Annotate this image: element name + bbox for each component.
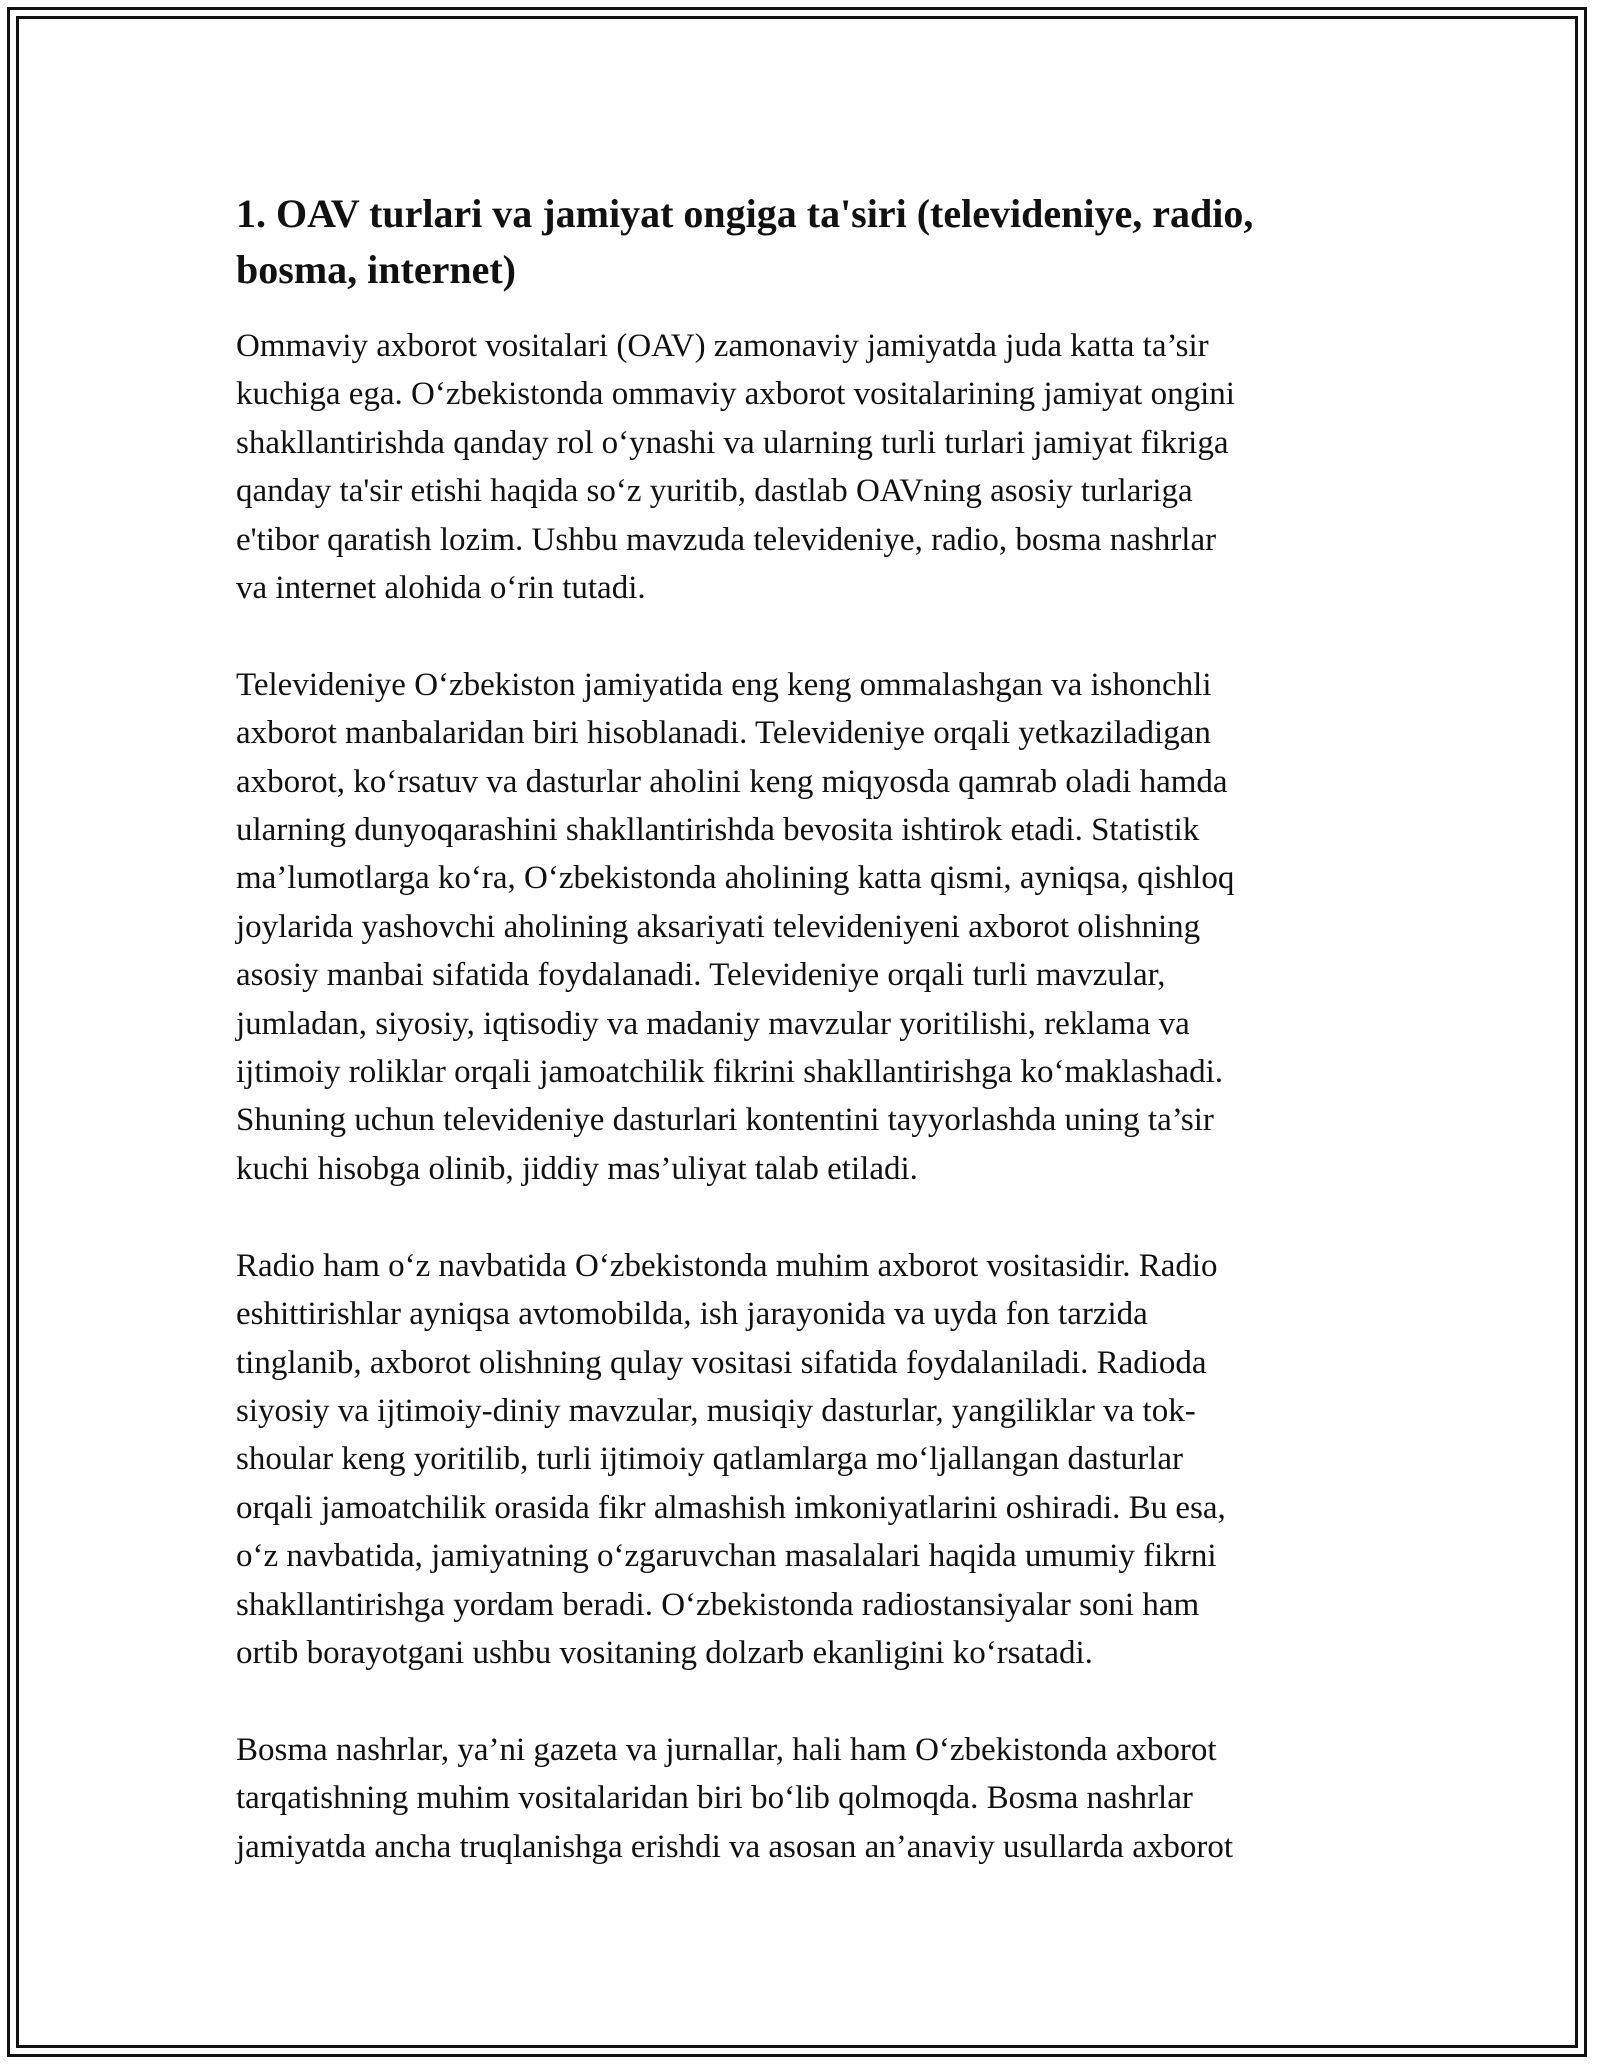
text-line: shakllantirishda qanday rol o‘ynashi va ularning turli turlari jamiyat fikriga — [236, 424, 1229, 461]
text-line: axborot, ko‘rsatuv va dasturlar aholini keng miqyosda qamrab oladi hamda — [236, 763, 1228, 800]
text-line: kuchi hisobga olinib, jiddiy mas’uliyat talab etiladi. — [236, 1150, 918, 1187]
text-line: Televideniye O‘zbekiston jamiyatida eng keng ommalashgan va ishonchli — [236, 666, 1212, 703]
paragraph-intro — [236, 322, 1366, 612]
text-line: kuchiga ega. O‘zbekistonda ommaviy axborot vositalarining jamiyat ongini — [236, 376, 1235, 413]
text-line: axborot manbalaridan biri hisoblanadi. Televideniye orqali yetkaziladigan — [236, 715, 1211, 752]
text-line: asosiy manbai sifatida foydalanadi. Televideniye orqali turli mavzular, — [236, 957, 1166, 994]
text-line: Ommaviy axborot vositalari (OAV) zamonaviy jamiyatda juda katta ta’sir — [236, 328, 1209, 364]
document-body — [236, 186, 1366, 1919]
text-line: orqali jamoatchilik orasida fikr almashish imkoniyatlarini oshiradi. Bu esa, — [236, 1489, 1226, 1526]
text-line: tinglanib, axborot olishning qulay vositasi sifatida foydalaniladi. Radioda — [236, 1344, 1207, 1381]
paragraph-television — [236, 661, 1366, 1193]
text-line: tarqatishning muhim vositalaridan biri bo‘lib qolmoqda. Bosma nashrlar — [236, 1780, 1193, 1817]
text-line: va internet alohida o‘rin tutadi. — [236, 570, 646, 607]
text-line: eshittirishlar ayniqsa avtomobilda, ish jarayonida va uyda fon tarzida — [236, 1296, 1148, 1333]
text-line: Shuning uchun televideniye dasturlari kontentini tayyorlashda uning ta’sir — [236, 1102, 1214, 1139]
text-line: ma’lumotlarga ko‘ra, O‘zbekistonda aholining katta qismi, ayniqsa, qishloq — [236, 860, 1235, 897]
text-line: ortib borayotgani ushbu vositaning dolzarb ekanligini ko‘rsatadi. — [236, 1634, 1093, 1671]
text-line: ularning dunyoqarashini shakllantirishda bevosita ishtirok etadi. Statistik — [236, 812, 1200, 849]
text-line: siyosiy va ijtimoiy-diniy mavzular, musiqiy dasturlar, yangiliklar va tok- — [236, 1392, 1196, 1429]
text-line: o‘z navbatida, jamiyatning o‘zgaruvchan masalalari haqida umumiy fikrni — [236, 1538, 1217, 1575]
text-line: qanday ta'sir etishi haqida so‘z yuritib, dastlab OAVning asosiy turlariga — [236, 473, 1193, 510]
title-line: 1. OAV turlari va jamiyat ongiga ta'siri (televideniye, radio, — [236, 191, 1254, 236]
text-line: jamiyatda ancha truqlanishga erishdi va asosan an’anaviy usullarda axborot — [236, 1828, 1233, 1865]
text-line: Radio ham o‘z navbatida O‘zbekistonda muhim axborot vositasidir. Radio — [236, 1247, 1218, 1284]
text-line: shoular keng yoritilib, turli ijtimoiy qatlamlarga mo‘ljallangan dasturlar — [236, 1441, 1184, 1478]
text-line: jumladan, siyosiy, iqtisodiy va madaniy mavzular yoritilishi, reklama va — [236, 1005, 1190, 1042]
title-line: bosma, internet) — [236, 247, 516, 292]
paragraph-radio — [236, 1242, 1366, 1678]
text-line: Bosma nashrlar, ya’ni gazeta va jurnallar, hali ham O‘zbekistonda axborot — [236, 1731, 1217, 1768]
text-line: joylarida yashovchi aholining aksariyati televideniyeni axborot olishning — [236, 908, 1201, 945]
page-title — [236, 186, 1356, 298]
text-line: shakllantirishga yordam beradi. O‘zbekistonda radiostansiyalar soni ham — [236, 1586, 1200, 1623]
paragraph-print-media — [236, 1726, 1366, 1871]
text-line: ijtimoiy roliklar orqali jamoatchilik fikrini shakllantirishga ko‘maklashadi. — [236, 1054, 1224, 1091]
text-line: e'tibor qaratish lozim. Ushbu mavzuda televideniye, radio, bosma nashrlar — [236, 521, 1217, 558]
